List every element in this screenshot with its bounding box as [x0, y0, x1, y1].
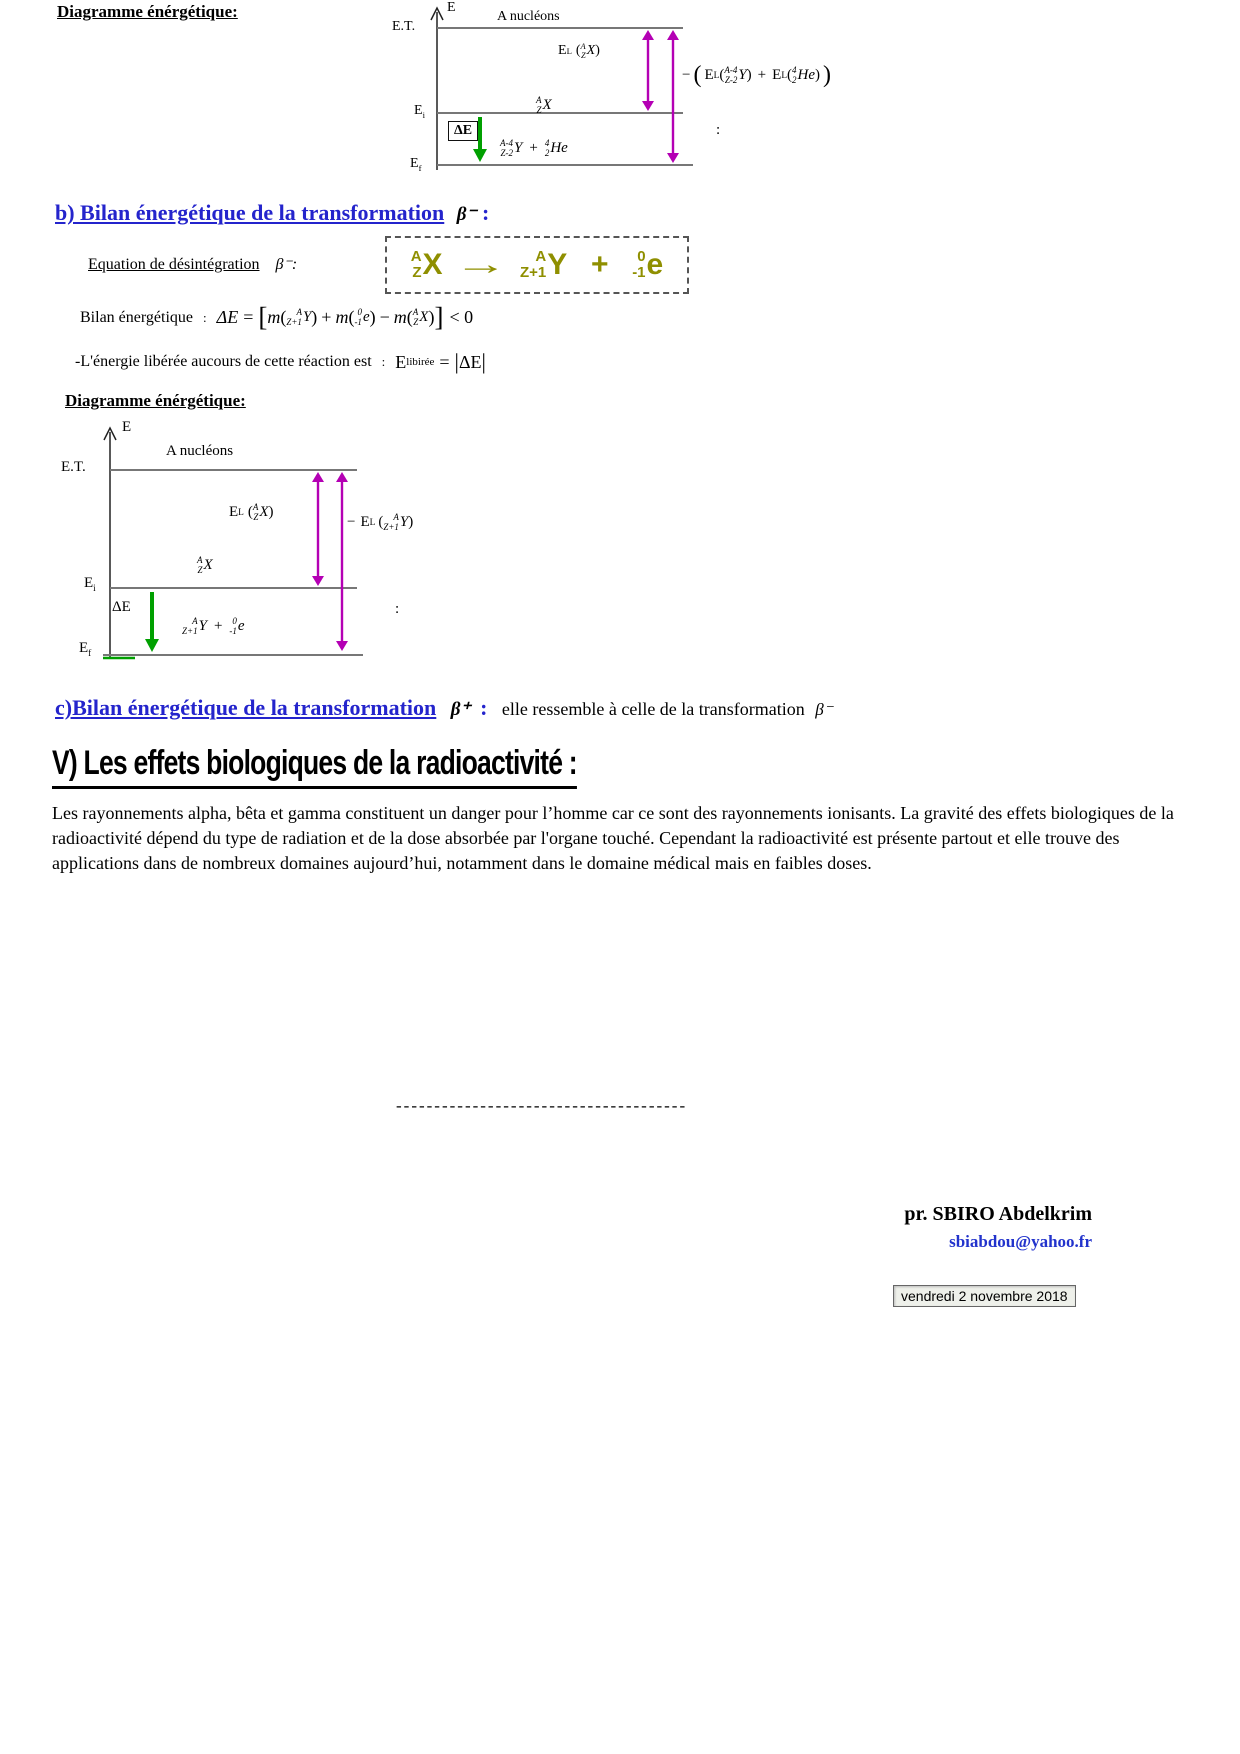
paren: ( — [378, 514, 384, 531]
paren: ( — [693, 62, 702, 88]
paren: ( — [247, 504, 253, 521]
paren: ( — [280, 307, 287, 327]
mass-number: A — [535, 247, 547, 265]
beta-plus-symbol: β⁺ — [450, 699, 471, 720]
nuclide-x — [536, 96, 552, 115]
nuclide-electron — [229, 617, 244, 636]
element-symbol: X — [586, 43, 596, 59]
released-energy-text: -L'énergie libérée aucours de cette réaction est — [75, 353, 372, 370]
delta-e: ΔE — [216, 307, 239, 327]
nuclide-y-alpha — [500, 139, 522, 158]
colon: : — [381, 354, 386, 369]
element-symbol: X — [422, 248, 443, 281]
nuclide-x — [253, 503, 269, 522]
mass-number: A — [197, 555, 203, 565]
plus-sign: + — [590, 248, 609, 281]
nuclide-y-beta — [383, 513, 408, 532]
element-symbol: X — [419, 309, 429, 325]
beta-decay-equation-box — [385, 236, 689, 294]
mass-number: A — [296, 306, 302, 317]
atomic-number: Z+1 — [182, 625, 198, 636]
m-symbol: m — [393, 307, 407, 327]
mass-number: A-4 — [500, 138, 513, 148]
minus-sign: − — [347, 514, 356, 531]
atomic-number: Z — [536, 104, 542, 115]
atomic-number: Z-2 — [500, 147, 513, 158]
atomic-number: -1 — [354, 316, 362, 327]
paren: ) — [408, 514, 414, 531]
abs-bar: | — [454, 349, 459, 374]
atomic-number: Z — [197, 564, 203, 575]
f-subscript: f — [88, 649, 92, 659]
et-label: E.T. — [61, 459, 86, 475]
atomic-number: Z+1 — [383, 521, 399, 532]
liberee-subscript: libirée — [406, 356, 435, 368]
element-symbol: He — [797, 67, 815, 83]
element-symbol: e — [646, 248, 664, 281]
E-symbol: E — [772, 67, 782, 83]
atomic-number: Z-2 — [724, 74, 738, 85]
mass-number: 0 — [357, 306, 362, 317]
stray-colon: : — [716, 122, 721, 138]
binding-energy-x-label — [229, 503, 274, 522]
element-symbol: e — [362, 309, 370, 325]
element-symbol: Y — [399, 514, 409, 531]
mass-number: A-4 — [724, 64, 738, 75]
m-symbol: m — [267, 307, 281, 327]
atomic-number: Z — [253, 511, 259, 522]
element-symbol: Y — [738, 67, 747, 83]
delta-e: ΔE — [458, 351, 482, 372]
axis-label: E — [447, 0, 456, 15]
equation-label-text: Equation de désintégration — [88, 256, 260, 273]
nucleons-label: A nucléons — [497, 9, 560, 24]
mass-number: 4 — [544, 138, 550, 148]
L-subscript: L — [713, 70, 720, 81]
L-subscript: L — [566, 46, 572, 57]
binding-energy-y-expression — [347, 513, 413, 532]
L-subscript: L — [781, 70, 787, 81]
atomic-number: Z — [412, 264, 422, 281]
nuclide-x — [413, 308, 429, 327]
diagram1-graphics — [420, 0, 950, 190]
paren: ) — [595, 43, 600, 59]
nuclide-electron — [354, 308, 369, 327]
heading-text: b) Bilan énergétique de la transformation — [55, 200, 445, 225]
L-subscript: L — [238, 507, 244, 518]
nuclide-electron — [632, 248, 663, 282]
energy-axis — [104, 428, 116, 658]
equation-label — [88, 254, 297, 274]
binding-energy-arrow-2 — [667, 30, 679, 163]
ef-label — [79, 640, 91, 659]
released-energy-line — [75, 349, 486, 375]
section-v-paragraph: Les rayonnements alpha, bêta et gamma constituent un danger pour l’homme car ce sont des rayonnements ionisants. La gravité des effets biologiques de la radioactivité dépend du type de radiation et de la dose absorbée par l'organe touché. Cependant la radioactivité est présente partout et elle trouve des applications dans de nombreux domaines aujourd’hui, notamment dans le domaine médical mais en faibles doses. — [52, 803, 1174, 873]
equals-sign: = — [439, 351, 450, 372]
beta-minus-symbol: β⁻ — [456, 204, 477, 225]
paren: ( — [348, 307, 355, 327]
paren: ( — [787, 67, 792, 83]
binding-energy-arrow-2 — [336, 472, 348, 651]
i-subscript: i — [93, 584, 96, 594]
mass-number: A — [410, 247, 422, 265]
nuclide-x — [411, 248, 443, 282]
nuclide-he — [792, 66, 815, 85]
binding-energy-x-label — [558, 42, 600, 60]
mass-number: 4 — [792, 64, 797, 75]
atomic-number: 2 — [792, 74, 797, 85]
bracket: [ — [258, 302, 268, 332]
atomic-number: Z+1 — [286, 316, 302, 327]
colon: : — [203, 309, 207, 325]
plus-sign: + — [529, 140, 538, 157]
heading-tail-text: elle ressemble à celle de la transformation — [501, 699, 805, 719]
paren: ( — [719, 67, 725, 83]
element-symbol: Y — [547, 248, 568, 281]
paren: ) — [268, 504, 274, 521]
less-than-zero: < 0 — [449, 307, 474, 327]
minus-sign: − — [682, 67, 691, 83]
diagram2-title: Diagramme énérgétique: — [65, 391, 246, 410]
delta-e-box: ΔE — [448, 121, 478, 141]
products-label-beta — [182, 617, 245, 636]
mass-number: A — [393, 512, 399, 522]
energy-balance-line — [80, 302, 473, 333]
atomic-number: -1 — [632, 264, 646, 281]
paren: ) — [311, 307, 318, 327]
delta-e-label: ΔE — [112, 599, 131, 615]
heading-colon: : — [480, 695, 488, 720]
plus-sign: + — [213, 618, 223, 635]
paren: ) — [815, 67, 820, 83]
plus-sign: + — [757, 67, 767, 83]
level-label-x — [536, 91, 552, 115]
E-symbol: E — [79, 640, 89, 656]
nucleons-label: A nucléons — [166, 443, 234, 459]
equals-sign: = — [243, 307, 254, 327]
atomic-number: Z+1 — [519, 264, 547, 281]
element-symbol: Y — [514, 140, 523, 157]
E-symbol: E — [410, 156, 419, 171]
bilan-label: Bilan énergétique — [80, 308, 193, 326]
nuclide-y-beta — [286, 308, 311, 327]
abs-bar: | — [481, 349, 486, 374]
level-label-x — [197, 551, 213, 575]
paren: ) — [428, 307, 435, 327]
plus-sign: + — [321, 307, 332, 327]
mass-number: A — [580, 42, 586, 51]
date-field: vendredi 2 novembre 2018 — [893, 1285, 1076, 1307]
energy-axis — [431, 8, 443, 170]
signature-block — [640, 1203, 1092, 1252]
mass-number: A — [252, 502, 259, 512]
nuclide-x — [581, 42, 596, 60]
element-symbol: Y — [198, 618, 207, 635]
heading-colon: : — [482, 200, 490, 225]
et-label: E.T. — [392, 19, 416, 34]
E-symbol: E — [414, 103, 423, 118]
element-symbol: X — [259, 504, 269, 521]
axis-label: E — [122, 419, 132, 435]
delta-e-arrow — [145, 592, 159, 652]
paren: ( — [575, 43, 581, 59]
section-b-heading — [55, 200, 489, 226]
atomic-number: Z — [581, 51, 586, 61]
paren: ( — [406, 307, 413, 327]
mass-number: A — [536, 95, 542, 105]
stray-colon: : — [395, 601, 400, 617]
bracket: ] — [434, 302, 444, 332]
nuclide-y-alpha — [724, 66, 746, 85]
element-symbol: He — [550, 140, 568, 157]
element-symbol: X — [203, 557, 213, 574]
diagram2-graphics — [95, 418, 530, 668]
element-symbol: Y — [302, 309, 312, 325]
mass-number: 0 — [232, 616, 237, 626]
products-label-alpha — [500, 139, 568, 158]
email-link[interactable]: sbiabdou@yahoo.fr — [949, 1232, 1092, 1251]
mass-number: 0 — [637, 247, 646, 265]
ef-label — [410, 156, 421, 173]
ei-label — [84, 575, 96, 594]
E-symbol: E — [558, 43, 567, 59]
section-separator: -------------------------------------- — [396, 1096, 688, 1115]
nuclide-y-beta — [182, 617, 207, 636]
E-symbol: E — [704, 67, 714, 83]
diagram1-title: Diagramme énérgétique: — [57, 2, 238, 21]
atomic-number: -1 — [229, 625, 237, 636]
section-v-heading: V) Les effets biologiques de la radioactivité : — [52, 744, 577, 789]
E-symbol: E — [229, 504, 239, 521]
heading-text: c)Bilan énergétique de la transformation — [55, 695, 437, 720]
L-subscript: L — [369, 517, 376, 528]
beta-minus-symbol: β⁻ — [815, 700, 833, 719]
m-symbol: m — [335, 307, 349, 327]
E-symbol: E — [360, 514, 370, 531]
E-symbol: E — [395, 351, 407, 372]
element-symbol: X — [542, 97, 552, 114]
i-subscript: i — [422, 109, 425, 120]
mass-number: A — [192, 616, 198, 626]
section-v-heading-wrap — [52, 744, 725, 789]
atomic-number: Z — [413, 316, 419, 327]
paren: ) — [823, 62, 831, 88]
paren: ) — [746, 67, 752, 83]
nuclide-y-beta — [520, 248, 567, 282]
binding-energy-arrow-1 — [312, 472, 324, 586]
binding-energy-arrow-1 — [642, 30, 654, 111]
element-symbol: e — [237, 618, 245, 635]
atomic-number: 2 — [544, 147, 550, 158]
beta-minus-symbol: β⁻: — [275, 256, 298, 273]
reaction-arrow: → — [454, 248, 509, 281]
ei-label — [414, 103, 425, 120]
binding-energy-expression — [682, 62, 831, 89]
paren: ) — [369, 307, 376, 327]
nuclide-he — [545, 139, 568, 158]
nuclide-x — [197, 556, 213, 575]
section-c-heading — [55, 695, 833, 721]
f-subscript: f — [418, 162, 422, 173]
E-symbol: E — [84, 575, 94, 591]
minus-sign: − — [379, 307, 390, 327]
author-name: pr. SBIRO Abdelkrim — [904, 1203, 1092, 1225]
mass-number: A — [412, 306, 419, 317]
